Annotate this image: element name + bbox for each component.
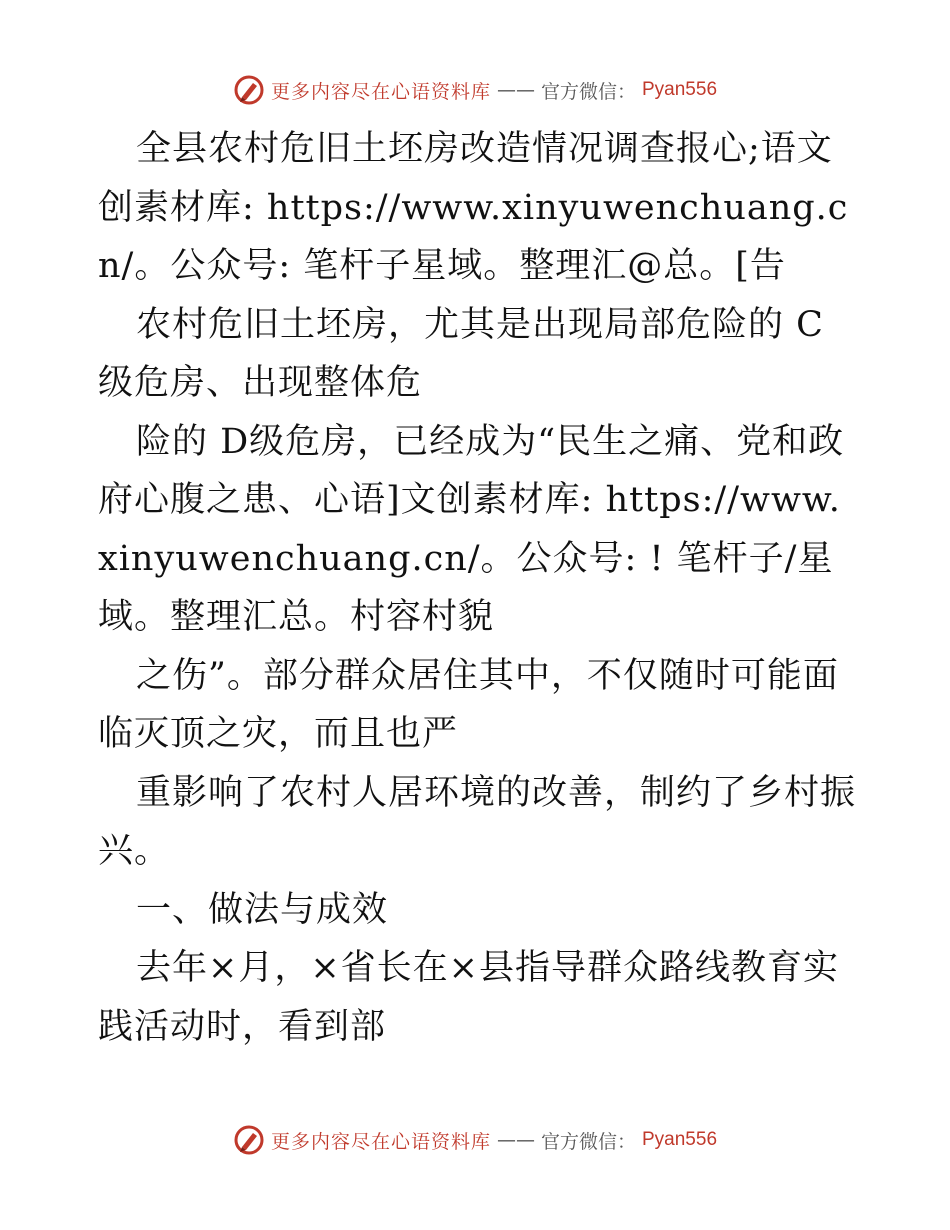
paragraph-6: 去年×月，×省长在×县指导群众路线教育实践活动时，看到部 [98,948,839,1047]
footer-promo-text: 更多内容尽在心语资料库 [270,1130,491,1153]
paragraph-2: 农村危旧土坯房，尤其是出现局部危险的 C级危房、出现整体危 [98,304,824,403]
footer-separator: —— [496,1129,535,1151]
paragraph-3: 险的 D级危房，已经成为“民生之痛、党和政府心腹之患、心语]文创素材库: https://www.xinyuwenchuang.cn/。公众号: ! 笔杆子/星域。整理汇总。村容村貌 [98,421,845,637]
document-body [98,120,858,1056]
pen-logo-icon [233,1124,265,1156]
header-banner [0,70,950,110]
header-contact-label: 官方微信： [540,80,636,103]
footer-contact-id: Pyan556 [642,1129,718,1150]
section-heading: 一、做法与成效 [136,889,389,930]
footer-banner [0,1120,950,1160]
paragraph-4: 之伤”。部分群众居住其中，不仅随时可能面临灭顶之灾，而且也严 [98,655,839,754]
header-separator: —— [496,79,535,101]
paragraph-5: 重影响了农村人居环境的改善，制约了乡村振兴。 [98,772,857,871]
paragraph-1: 全县农村危旧土坯房改造情况调查报心;语文创素材库: https://www.xinyuwenchuang.cn/。公众号: 笔杆子星域。整理汇@总。[告 [98,129,849,286]
footer-contact-label: 官方微信： [540,1130,636,1153]
pen-logo-icon [233,74,265,106]
header-contact-id: Pyan556 [642,79,718,100]
header-promo-text: 更多内容尽在心语资料库 [270,80,491,103]
